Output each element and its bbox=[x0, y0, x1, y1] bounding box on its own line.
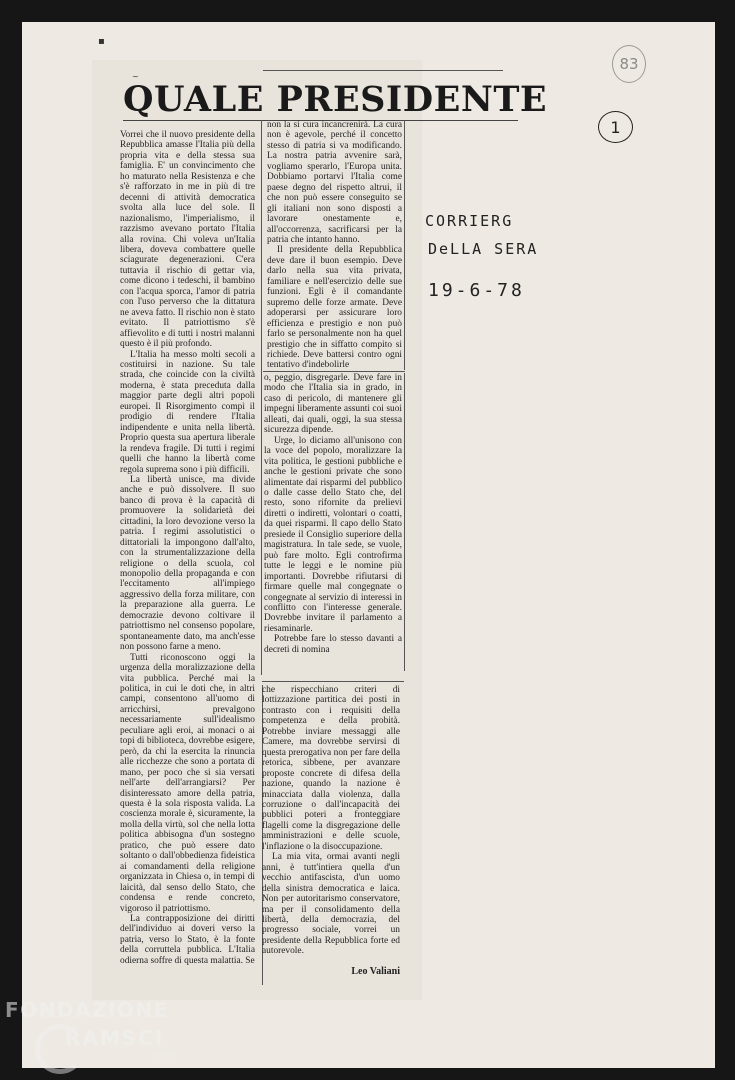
article-column-2-middle bbox=[264, 373, 402, 671]
paragraph: La contrapposizione dei diritti dell'individuo ai doveri verso la patria, verso lo Stato, è la fonte della corruttela pubblica. L'Italia odierna soffre di questa malattia. Se bbox=[120, 913, 255, 966]
handwritten-source-line2: DeLLA SERA bbox=[428, 240, 539, 258]
handwritten-source-line1: CORRIERG bbox=[425, 212, 514, 230]
column-divider bbox=[404, 373, 405, 671]
page-number: 1 bbox=[598, 111, 633, 143]
watermark-suffix: onlus bbox=[153, 1050, 175, 1059]
clipping-top-rule bbox=[263, 70, 503, 71]
paragraph: Tutti riconoscono oggi la urgenza della moralizzazione della vita pubblica. Perché mai la politica, in cui le doti che, in altri campi, consentono all'uomo di arricchirsi, prevalgono necessariamente sull'idealismo peculiare agli eroi, ai monaci o ai topi di biblioteca, dovrebbe esigere, però, da chi la esercita la rinuncia alle ricchezze che sono a portata di mano, per poco che si sia versati nell'arte dell'arrangiarsi? Per disinteressato amore della patria, questa è la sola risposta valida. La coscienza morale è, sicuramente, la molla della virtù, sol che nella lotta politica abbisogna d'un sostegno pratico, che può essere dato soltanto o dall'obbedienza fideistica ai comandamenti della religione organizzata in Chiesa o, in tempi di laicità, dal senso dello Stato, che condensa e rende concreto, vigoroso il patriottismo. bbox=[120, 652, 255, 914]
paragraph: o, peggio, disgregarle. Deve fare in modo che l'Italia sia in grado, in caso di pericolo, di mantenere gli impegni liberamente assunti coi suoi alleati, dai quali, oggi, la sua stessa sicurezza dipende. bbox=[264, 373, 402, 436]
column-divider bbox=[404, 120, 405, 370]
paragraph: non la si cura incancrenirà. La cura non è agevole, perché il concetto stesso di patria si va modificando. La nostra patria avvenire sarà, vogliamo sperarlo, l'Europa unita. Dobbiamo portarvi l'Italia come paese degno del rispetto altrui, il che non può essere conseguito se gli italiani non sono disposti a lavorare onestamente e, all'occorrenza, sacrificarsi per la patria che intanto hanno. bbox=[267, 120, 402, 245]
paragraph: L'Italia ha messo molti secoli a costituirsi in nazione. Su tale strada, che coincide con la civiltà moderna, è stata preceduta dalla maggior parte degli altri popoli europei. Il Risorgimento compì il prodigio di rendere l'Italia indipendente e unita nella libertà. Proprio questa sua apertura liberale la rendeva fragile. Di tutti i regimi quelli che hanno la libertà come regola suprema sono i più difficili. bbox=[120, 349, 255, 475]
paragraph: Urge, lo diciamo all'unisono con la voce del popolo, moralizzare la vita politica, le gestioni pubbliche e anche le gestioni private che sono alimentate dai risparmi del pubblico o dalle casse dello Stato che, del resto, sono rifornite da prelievi diretti o indiretti, volontari o coatti, da quei risparmi. Il capo dello Stato presiede il Consiglio superiore della magistratura. In tale sede, se vuole, può fare molto. Egli controfirma tutte le leggi e le nomine più importanti. Dovrebbe rifiutarsi di firmare quelle mal congegnate o congegnate al servizio di interessi in conflitto con l'interesse generale. Dovrebbe invitare il parlamento a riesaminarle. bbox=[264, 435, 402, 634]
paragraph: La libertà unisce, ma divide anche e può dissolvere. Il suo banco di prova è la capacità di promuovere la solidarietà dei cittadini, la loro devozione verso la patria. I regimi assolutistici o dittatoriali la impongono dall'alto, con la strumentalizzazione della religione o della scuola, col monopolio della propaganda e con l'eccitamento all'impiego aggressivo della forza militare, con la preparazione alla guerra. Le democrazie devono coltivare il patriottismo nel consenso popolare, spontaneamente dato, ma anch'esse non possono farne a meno. bbox=[120, 474, 255, 653]
column-divider bbox=[261, 120, 262, 675]
column-break-rule bbox=[262, 681, 404, 682]
article-column-2-top bbox=[267, 120, 402, 370]
paragraph: Vorrei che il nuovo presidente della Repubblica amasse l'Italia più della propria vita e della stessa sua famiglia. E' un convincimento che ho maturato nella Resistenza e che s'è rafforzato in me in più di tre decenni di attività democratica svolta alla luce del sole. Il nazionalismo, l'imperialismo, il razzismo avevano portato l'Italia alla rovina. Chi voleva un'Italia libera, doveva combattere quelle sciagurate degenerazioni. C'era tuttavia il rischio di gettar via, come dicono i tedeschi, il bambino con l'acqua sporca, l'amor di patria con l'uso perverso che la dittatura ne aveva fatto. Il rischio non è stato evitato. Il patriottismo s'è affievolito e di tutti i nostri malanni questo è il più profondo. bbox=[120, 130, 255, 350]
paragraph: Il presidente della Repubblica deve dare il buon esempio. Deve darlo nella sua vita privata, familiare e nell'esercizio delle sue funzioni. Egli è il comandante supremo delle forze armate. Deve adoperarsi per assicurare loro efficienza e prestigio e non può farlo se personalmente non ha quel prestigio che in siffatto compito si richiede. Deve battersi contro ogni tentativo d'indebolirle bbox=[267, 245, 402, 370]
scribble-mark: ~ bbox=[132, 72, 139, 81]
punch-mark: ▪ bbox=[98, 36, 105, 47]
folio-number: 83 bbox=[612, 45, 646, 83]
paragraph: Potrebbe fare lo stesso davanti a decreti di nomina bbox=[264, 634, 402, 655]
paragraph: La mia vita, ormai avanti negli anni, è tutt'intiera quella d'un vecchio antifascista, d'un uomo della sinistra democratica e laica. Non per autoritarismo conservatore, ma per il consolidamento della libertà, della democrazia, del progresso sociale, vorrei un presidente della Repubblica forte ed autorevole. bbox=[262, 852, 400, 957]
author-signature: Leo Valiani bbox=[351, 966, 400, 977]
paragraph: che rispecchiano criteri di lottizzazione partitica dei posti in contrasto con i requisiti della competenza e della probità. Potrebbe inviare messaggi alle Camere, ma dovrebbe servirsi di questa prerogativa non per fare della retorica, sibbene, per avanzare proposte concrete di difesa della nazione, quando la nazione è minacciata dalla violenza, dalla corruzione o dall'incapacità dei pubblici poteri a fronteggiare flagelli come la disgregazione delle amministrazioni e delle scuole, l'inflazione o la disoccupazione. bbox=[262, 685, 400, 852]
column-break-rule bbox=[263, 371, 405, 372]
handwritten-date: 19-6-78 bbox=[428, 280, 525, 301]
article-column-2-bottom bbox=[262, 685, 400, 985]
watermark-line2: RAMSCI bbox=[65, 1026, 165, 1050]
watermark-line1: FONDAZIONE bbox=[5, 998, 169, 1022]
article-headline: QUALE PRESIDENTE bbox=[123, 79, 548, 120]
foundation-watermark bbox=[5, 998, 205, 1078]
article-column-1 bbox=[120, 130, 255, 995]
